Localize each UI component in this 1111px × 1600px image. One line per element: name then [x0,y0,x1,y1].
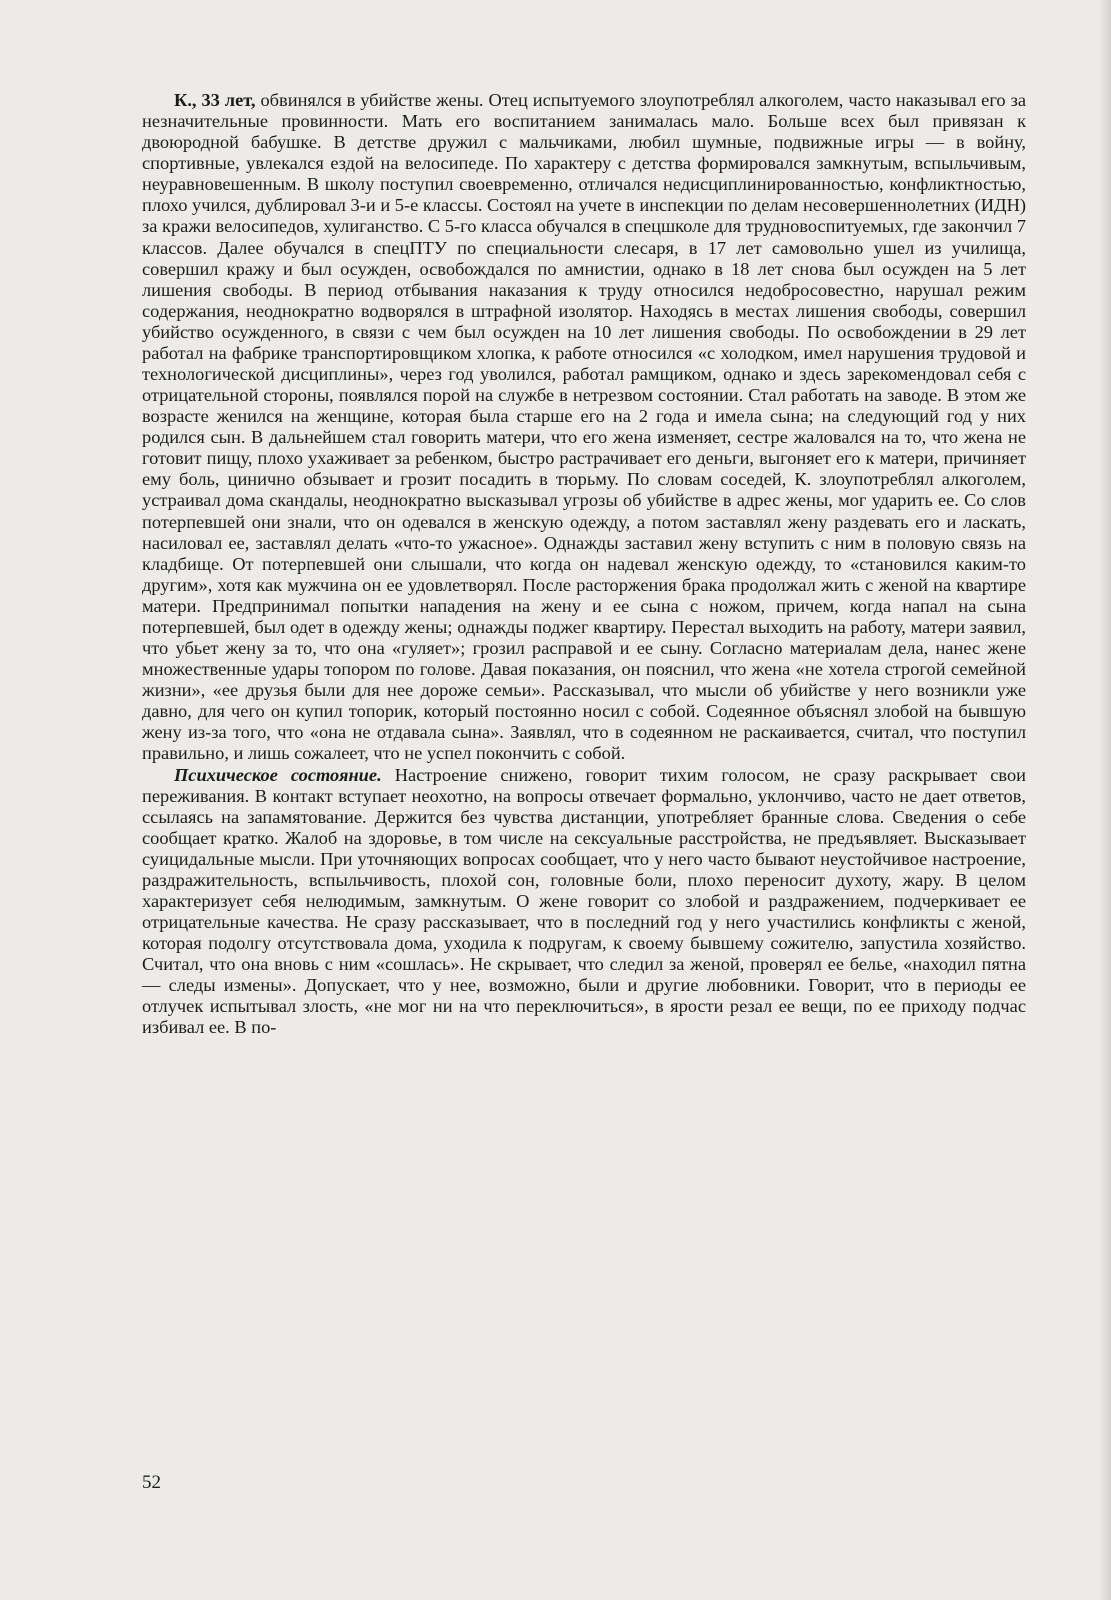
case-lead: К., 33 лет, [174,90,256,110]
case-text: обвинялся в убийстве жены. Отец испытуемого злоупотреблял алкоголем, часто наказывал его за незначительные провинности. Мать его воспитанием занималась мало. Больше всех был привязан к двоюродной бабушке. В детстве дружил с мальчиками, любил шумные, подвижные игры — в войну, спортивные, увлекался ездой на велосипеде. По характеру с детства формировался замкнутым, вспыльчивым, неуравновешенным. В школу поступил своевременно, отличался недисциплинированностью, конфликтностью, плохо учился, дублировал 3-и и 5-е классы. Состоял на учете в инспекции по делам несовершеннолетних (ИДН) за кражи велосипедов, хулиганство. С 5-го класса обучался в спецшколе для трудновоспитуемых, где закончил 7 классов. Далее обучался в спецПТУ по специальности слесаря, в 17 лет самовольно ушел из училища, совершил кражу и был осужден, освобождался по амнистии, однако в 18 лет снова был осужден на 5 лет лишения свободы. В период отбывания наказания к труду относился недобросовестно, нарушал режим содержания, неоднократно водворялся в штрафной изолятор. Находясь в местах лишения свободы, совершил убийство осужденного, в связи с чем был осужден на 10 лет лишения свободы. По освобождении в 29 лет работал на фабрике транспортировщиком хлопка, к работе относился «с холодком, имел нарушения трудовой и технологической дисциплины», через год уволился, работал рамщиком, однако и здесь зарекомендовал себя с отрицательной стороны, появлялся порой на службе в нетрезвом состоянии. Стал работать на заводе. В этом же возрасте женился на женщине, которая была старше его на 2 года и имела сына; на следующий год у них родился сын. В дальнейшем стал говорить матери, что его жена изменяет, сестре жаловался на то, что жена не готовит пищу, плохо ухаживает за ребенком, быстро растрачивает его деньги, выгоняет его к матери, причиняет ему боль, цинично обзывает и грозит посадить в тюрьму. По словам соседей, К. злоупотреблял алкоголем, устраивал дома скандалы, неоднократно высказывал угрозы об убийстве в адрес жены, мог ударить ее. Со слов потерпевшей они знали, что он одевался в женскую одежду, а потом заставлял жену раздевать его и ласкать, насиловал ее, заставлял делать «что-то ужасное». Однажды заставил жену вступить с ним в половую связь на кладбище. От потерпевшей они слышали, что когда он надевал женскую одежду, то «становился каким-то другим», хотя как мужчина он ее удовлетворял. После расторжения брака продолжал жить с женой на квартире матери. Предпринимал попытки нападения на жену и ее сына с ножом, причем, когда напал на сына потерпевшей, был одет в одежду жены; однажды поджег квартиру. Перестал выходить на работу, матери заявил, что убьет жену за то, что она «гуляет»; грозил расправой и ее сыну. Согласно материалам дела, нанес жене множественные удары топором по голове. Давая показания, он пояснил, что жена «не хотела строгой семейной жизни», «ее друзья были для нее дороже семьи». Рассказывал, что мысли об убийстве у него возникли уже давно, для чего он купил топорик, который постоянно носил с собой. Содеянное объяснял злобой на бывшую жену из-за того, что «она не отдавала сына». Заявлял, что в содеянном не раскаивается, считал, что поступил правильно, и лишь сожалеет, что не успел покончить с собой. [142,90,1026,764]
case-paragraph [142,90,1026,765]
page-number: 52 [142,1472,161,1493]
mental-state-paragraph [142,765,1026,1039]
mental-state-text: Настроение снижено, говорит тихим голосом, не сразу раскрывает свои переживания. В контакт вступает неохотно, на вопросы отвечает формально, уклончиво, часто не дает ответов, ссылаясь на запамятование. Держится без чувства дистанции, употребляет бранные слова. Сведения о себе сообщает кратко. Жалоб на здоровье, в том числе на сексуальные расстройства, не предъявляет. Высказывает суицидальные мысли. При уточняющих вопросах сообщает, что у него часто бывают неустойчивое настроение, раздражительность, вспыльчивость, плохой сон, головные боли, плохо переносит духоту, жару. В целом характеризует себя нелюдимым, замкнутым. О жене говорит со злобой и раздражением, подчеркивает ее отрицательные качества. Не сразу рассказывает, что в последний год у него участились конфликты с женой, которая подолгу отсутствовала дома, уходила к подругам, к своему бывшему сожителю, запустила хозяйство. Считал, что она вновь с ним «сошлась». Не скрывает, что следил за женой, проверял ее белье, «находил пятна — следы измены». Допускает, что у нее, возможно, были и другие любовники. Говорит, что в периоды ее отлучек испытывал злость, «не мог ни на что переключиться», в ярости резал ее вещи, по ее приходу подчас избивал ее. В по- [142,764,1026,1038]
mental-state-title: Психическое состояние. [174,764,382,785]
page-body [142,90,1026,1039]
page-edge [1099,0,1111,1600]
